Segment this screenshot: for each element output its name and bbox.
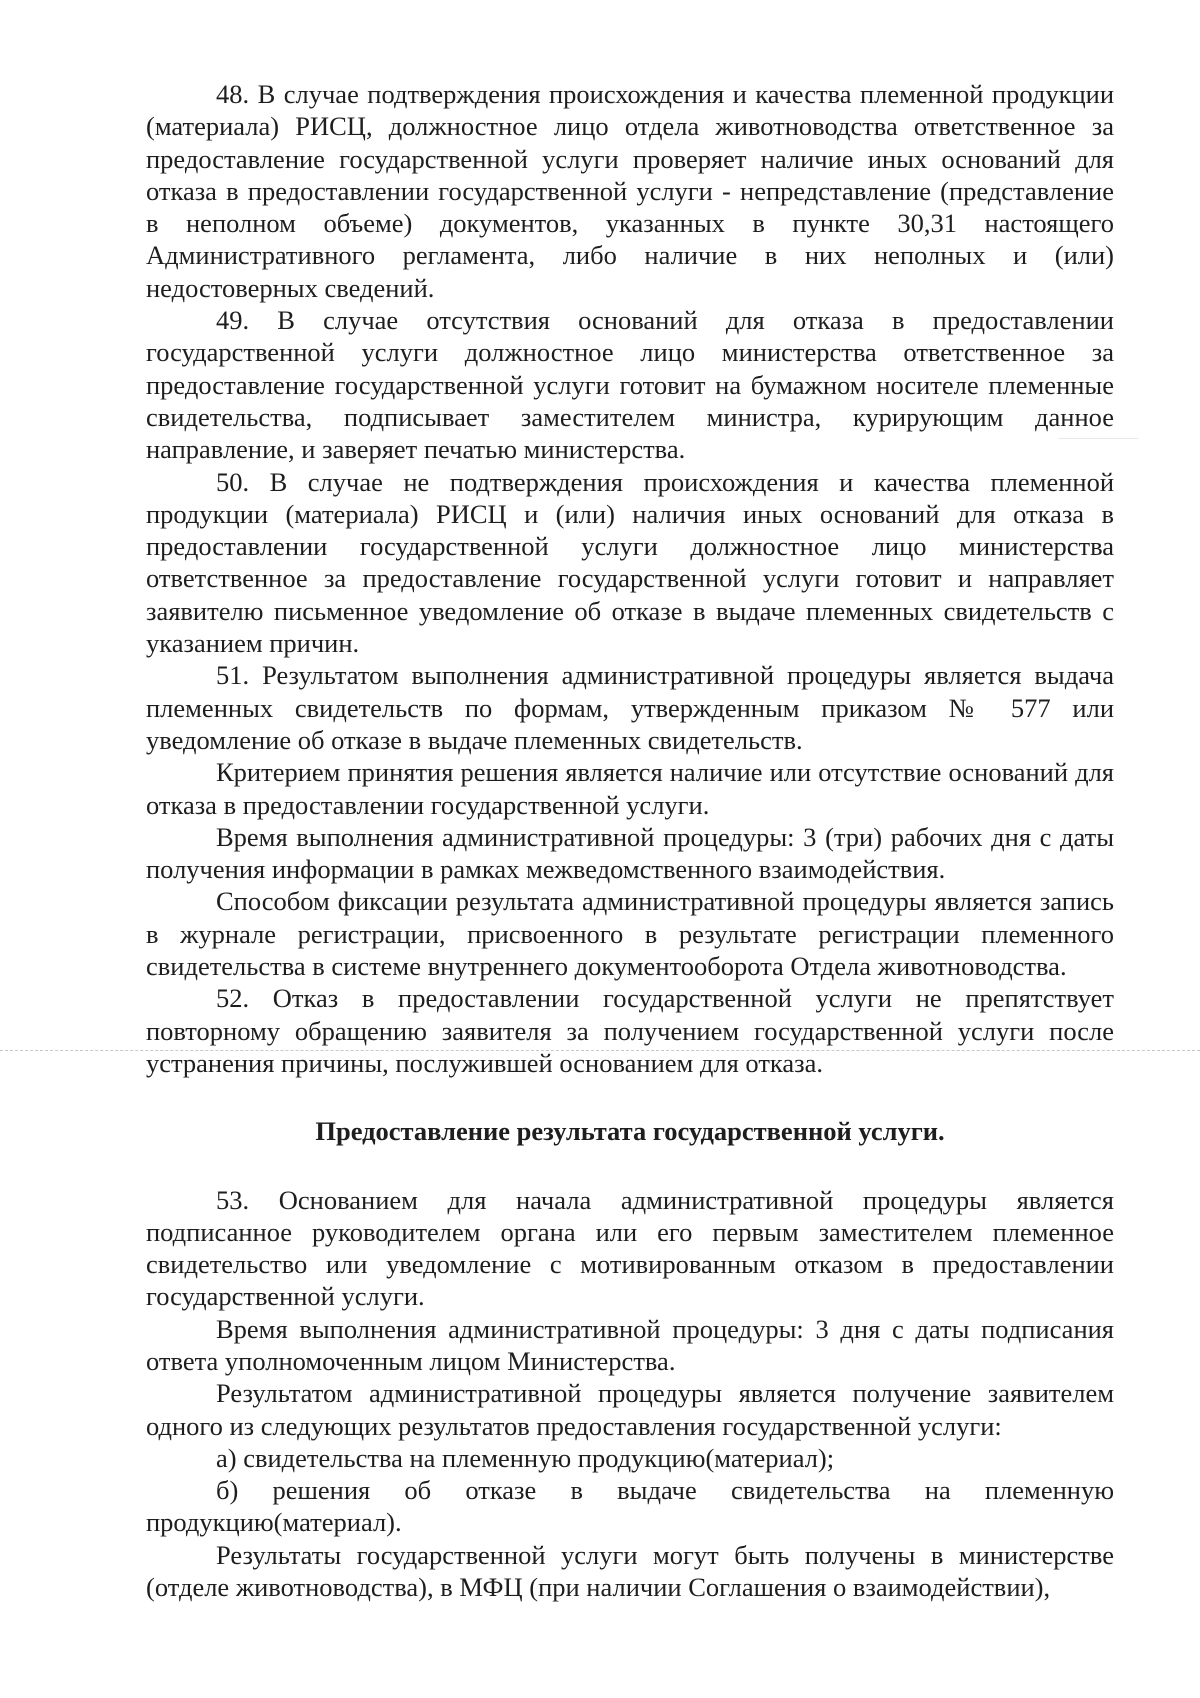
paragraph-49: 49. В случае отсутствия оснований для отказа в предоставлении государственной услуги должностное лицо министерства ответственное за предоставление государственной услуги готовит на бумажном носителе племенные свидетельства, подписывает заместителем министра, курирующим данное направление, и заверяет печатью министерства.: [146, 305, 1114, 465]
section-heading: Предоставление результата государственной услуги.: [315, 1116, 945, 1147]
paragraph-51-criterion: Критерием принятия решения является наличие или отсутствие оснований для отказа в предоставлении государственной услуги.: [146, 757, 1114, 820]
paragraph-52: 52. Отказ в предоставлении государственной услуги не препятствует повторному обращению заявителя за получением государственной услуги после устранения причины, послужившей основанием для отказа.: [146, 983, 1114, 1078]
paragraph-53: 53. Основанием для начала административной процедуры является подписанное руководителем органа или его первым заместителем племенное свидетельство или уведомление с мотивированным отказом в предоставлении государственной услуги.: [146, 1184, 1114, 1312]
list-item-b: б) решения об отказе в выдаче свидетельства на племенную продукцию(материал).: [146, 1475, 1114, 1538]
paragraph-51: 51. Результатом выполнения административной процедуры является выдача племенных свидетельств по формам, утвержденным приказом № 577 или уведомление об отказе в выдаче племенных свидетельств.: [146, 660, 1114, 755]
paragraph-53-time: Время выполнения административной процедуры: 3 дня с даты подписания ответа уполномоченным лицом Министерства.: [146, 1313, 1114, 1376]
paragraph-53-result: Результатом административной процедуры является получение заявителем одного из следующих результатов предоставления государственной услуги:: [146, 1378, 1114, 1441]
list-item-a: а) свидетельства на племенную продукцию(материал);: [216, 1442, 835, 1473]
paragraph-48: 48. В случае подтверждения происхождения и качества племенной продукции (материала) РИСЦ, должностное лицо отдела животноводства ответственное за предоставление государственной услуги проверяет наличие иных оснований для отказа в предоставлении государственной услуги - непредставление (представление в неполном объеме) документов, указанных в пункте 30,31 настоящего Административного регламента, либо наличие в них неполных и (или) недостоверных сведений.: [146, 79, 1114, 303]
paragraph-51-fixation: Способом фиксации результата административной процедуры является запись в журнале регистрации, присвоенного в результате регистрации племенного свидетельства в системе внутреннего документооборота Отдела животноводства.: [146, 886, 1114, 982]
paragraph-53-delivery: Результаты государственной услуги могут быть получены в министерстве (отделе животноводства), в МФЦ (при наличии Соглашения о взаимодействии),: [146, 1539, 1114, 1603]
document-body: [146, 78, 1114, 1603]
paragraph-51-time: Время выполнения административной процедуры: 3 (три) рабочих дня с даты получения информации в рамках межведомственного взаимодействия.: [146, 821, 1114, 885]
paragraph-50: 50. В случае не подтверждения происхождения и качества племенной продукции (материала) РИСЦ и (или) наличия иных оснований для отказа в предоставлении государственной услуги должностное лицо министерства ответственное за предоставление государственной услуги готовит и направляет заявителю письменное уведомление об отказе в выдаче племенных свидетельств с указанием причин.: [146, 466, 1114, 659]
